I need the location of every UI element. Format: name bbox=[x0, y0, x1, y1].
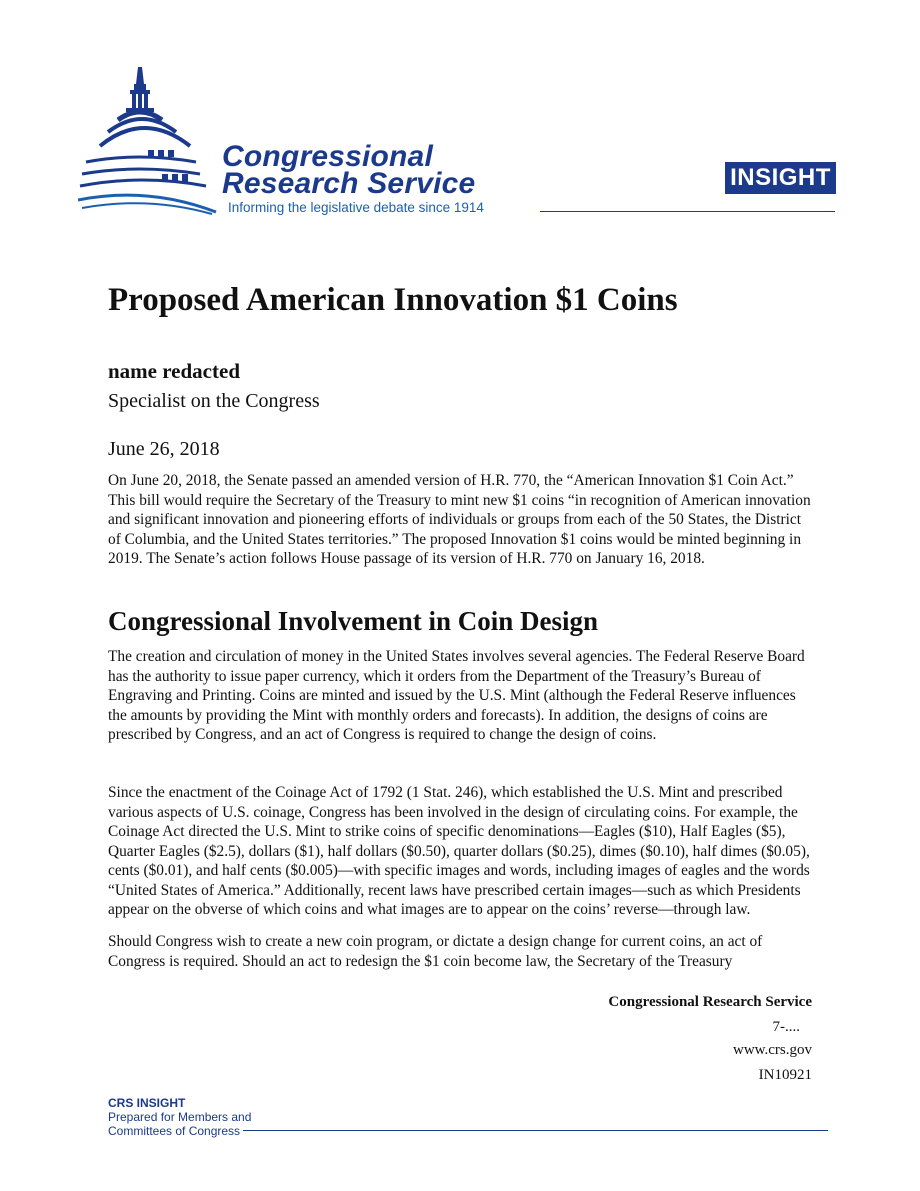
footer-doc-id: IN10921 bbox=[758, 1067, 812, 1083]
footer-org: Congressional Research Service bbox=[608, 994, 812, 1010]
body-paragraph-1: The creation and circulation of money in the United States involves several agencies. The Federal Reserve Board has the authority to issue paper currency, which it orders from the Department of the Treasury’s Bureau of Engraving and Printing. Coins are minted and issued by the U.S. Mint (although the Federal Reserve influences the amounts by providing the Mint with monthly orders and forecasts). In addition, the designs of coins are prescribed by Congress, and an act of Congress is required to change the design of coins. bbox=[108, 648, 805, 743]
body-paragraph-2: Since the enactment of the Coinage Act of 1792 (1 Stat. 246), which established the U.S. Mint and prescribed various aspects of U.S. coinage, Congress has been involved in the design of circulating coins. For example, the Coinage Act directed the U.S. Mint to strike coins of specific denominations—Eagles ($10), Half Eagles ($5), Quarter Eagles ($2.5), dollars ($1), half dollars ($0.50), quarter dollars ($0.25), dimes ($0.10), half dimes ($0.05), cents ($0.01), and half cents ($0.005)—with specific images and words, including images of eagles and the words “United States of America.” Additionally, recent laws have prescribed certain images—such as which Presidents appear on the obverse of which coins and what images are to appear on the coins’ reverse—through law. bbox=[108, 784, 810, 918]
intro-paragraph: On June 20, 2018, the Senate passed an amended version of H.R. 770, the “American Innovation $1 Coin Act.” This bill would require the Secretary of the Treasury to mint new $1 coins “in recognition of American innovation and significant innovation and pioneering efforts of individuals or groups from each of the 50 States, the District of Columbia, and the United States territories.” The proposed Innovation $1 coins would be minted beginning in 2019. The Senate’s action follows House passage of its version of H.R. 770 on January 16, 2018. bbox=[108, 472, 811, 567]
author-name: name redacted bbox=[108, 359, 240, 383]
footer-prepared-line1: Prepared for Members and bbox=[108, 1110, 252, 1124]
tagline-rule bbox=[540, 211, 835, 212]
footer-website-link[interactable]: www.crs.gov bbox=[732, 1042, 812, 1058]
insight-badge: INSIGHT bbox=[725, 162, 836, 194]
publication-date: June 26, 2018 bbox=[108, 438, 220, 460]
author-role: Specialist on the Congress bbox=[108, 390, 320, 412]
section-heading: Congressional Involvement in Coin Design bbox=[108, 606, 599, 636]
logo-tagline: Informing the legislative debate since 1914 bbox=[228, 200, 484, 215]
footer-prepared-line2: Committees of Congress bbox=[108, 1124, 241, 1138]
capitol-dome-icon bbox=[78, 62, 223, 217]
footer-rule bbox=[243, 1130, 828, 1131]
footer-label: CRS INSIGHT bbox=[108, 1096, 186, 1110]
page-title: Proposed American Innovation $1 Coins bbox=[108, 282, 678, 318]
footer-number: 7-.... bbox=[772, 1019, 800, 1035]
logo-text-line1: Congressional bbox=[222, 140, 433, 173]
logo-text-line2: Research Service bbox=[222, 167, 476, 200]
body-paragraph-3: Should Congress wish to create a new coin program, or dictate a design change for current coins, an act of Congress is required. Should an act to redesign the $1 coin become law, the Secretary of the Treasury bbox=[108, 933, 763, 970]
